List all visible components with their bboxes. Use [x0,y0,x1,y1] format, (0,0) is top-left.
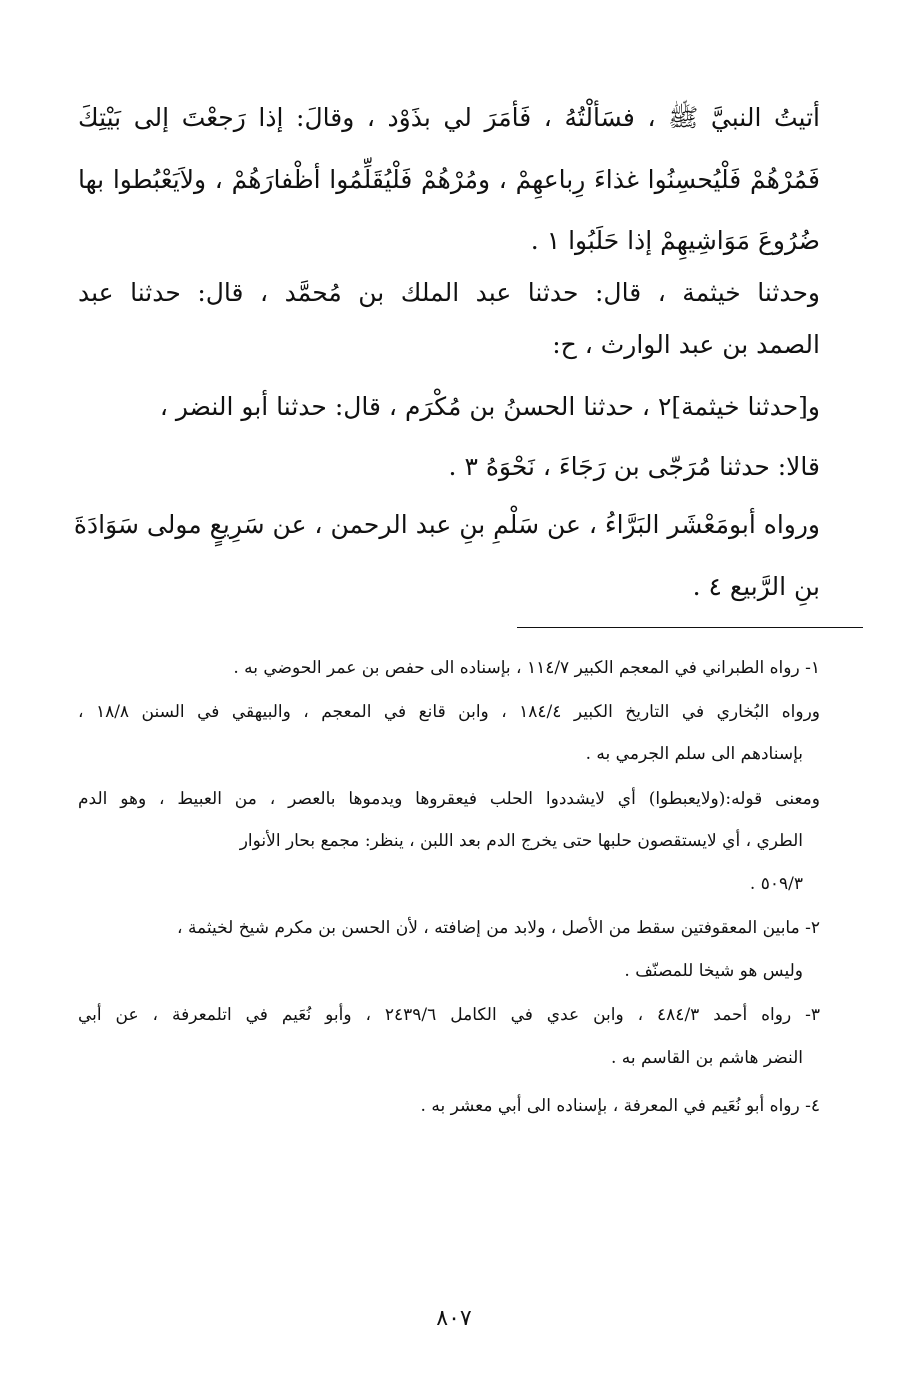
page-number: ٨٠٧ [436,1306,472,1331]
footnote-line: ٢- مابين المعقوفتين سقط من الأصل ، ولابد من إضافته ، لأن الحسن بن مكرم شيخ لخيثمة ، [177,918,820,938]
main-text-line: بنِ الرَّبيع ٤ . [692,572,820,601]
footnote-line: ٤- رواه أبو نُعَيم في المعرفة ، بإسناده الى أبي معشر به . [420,1096,820,1116]
footnote-line: النضر هاشم بن القاسم به . [610,1048,803,1068]
main-text-line: أتيتُ النبيَّ ﷺ ، فسَألْتُهُ ، فَأمَرَ لي بذَوْد ، وقالَ: إذا رَجعْتَ إلى بَيْتِكَ [78,103,820,132]
footnote-line: ورواه البُخاري في التاريخ الكبير ١٨٤/٤ ، وابن قانع في المعجم ، والبيهقي في السنن ١٨/٨ ، [78,702,820,722]
main-text-line: قالا: حدثنا مُرَجّى بن رَجَاءَ ، نَحْوَهُ ٣ . [448,452,820,481]
main-text-line: وحدثنا خيثمة ، قال: حدثنا عبد الملك بن مُحمَّد ، قال: حدثنا عبد [78,278,820,307]
footnote-line: بإسنادهم الى سلم الجرمي به . [585,744,803,764]
main-text-line: ورواه أبومَعْشَر البَرَّاءُ ، عن سَلْمِ بنِ عبد الرحمن ، عن سَرِيعٍ مولى سَوَادَةَ [73,510,820,539]
footnote-line: وليس هو شيخا للمصنّف . [624,961,803,981]
main-text-line: الصمد بن عبد الوارث ، ح: [552,330,820,359]
footnote-separator [517,627,863,628]
main-text-line: و[حدثنا خيثمة]٢ ، حدثنا الحسنُ بن مُكْرَم ، قال: حدثنا أبو النضر ، [159,392,820,421]
main-text-line: ضُرُوعَ مَوَاشِيهِمْ إذا حَلَبُوا ١ . [530,226,820,255]
footnote-line: ٣- رواه أحمد ٤٨٤/٣ ، وابن عدي في الكامل ٢٤٣٩/٦ ، وأبو نُعَيم في اتلمعرفة ، عن أبي [78,1005,820,1025]
footnote-line: ومعنى قوله:(ولايعبطوا) أي لايشددوا الحلب فيعقروها ويدموها بالعصر ، من العبيط ، وهو الدم [78,789,820,809]
footnote-line: ٥٠٩/٣ . [749,874,803,894]
footnote-line: الطري ، أي لايستقصون حلبها حتى يخرج الدم بعد اللبن ، ينظر: مجمع بحار الأنوار [239,831,803,851]
main-text-line: فَمُرْهُمْ فَلْيُحسِنُوا غذاءَ رِباعهِمْ ، ومُرْهُمْ فَلْيُقَلِّمُوا أظْفارَهُمْ ، ولاَيَعْبُطوا بها [78,165,820,194]
footnote-line: ١- رواه الطبراني في المعجم الكبير ١١٤/٧ ، بإسناده الى حفص بن عمر الحوضي به . [233,658,820,678]
